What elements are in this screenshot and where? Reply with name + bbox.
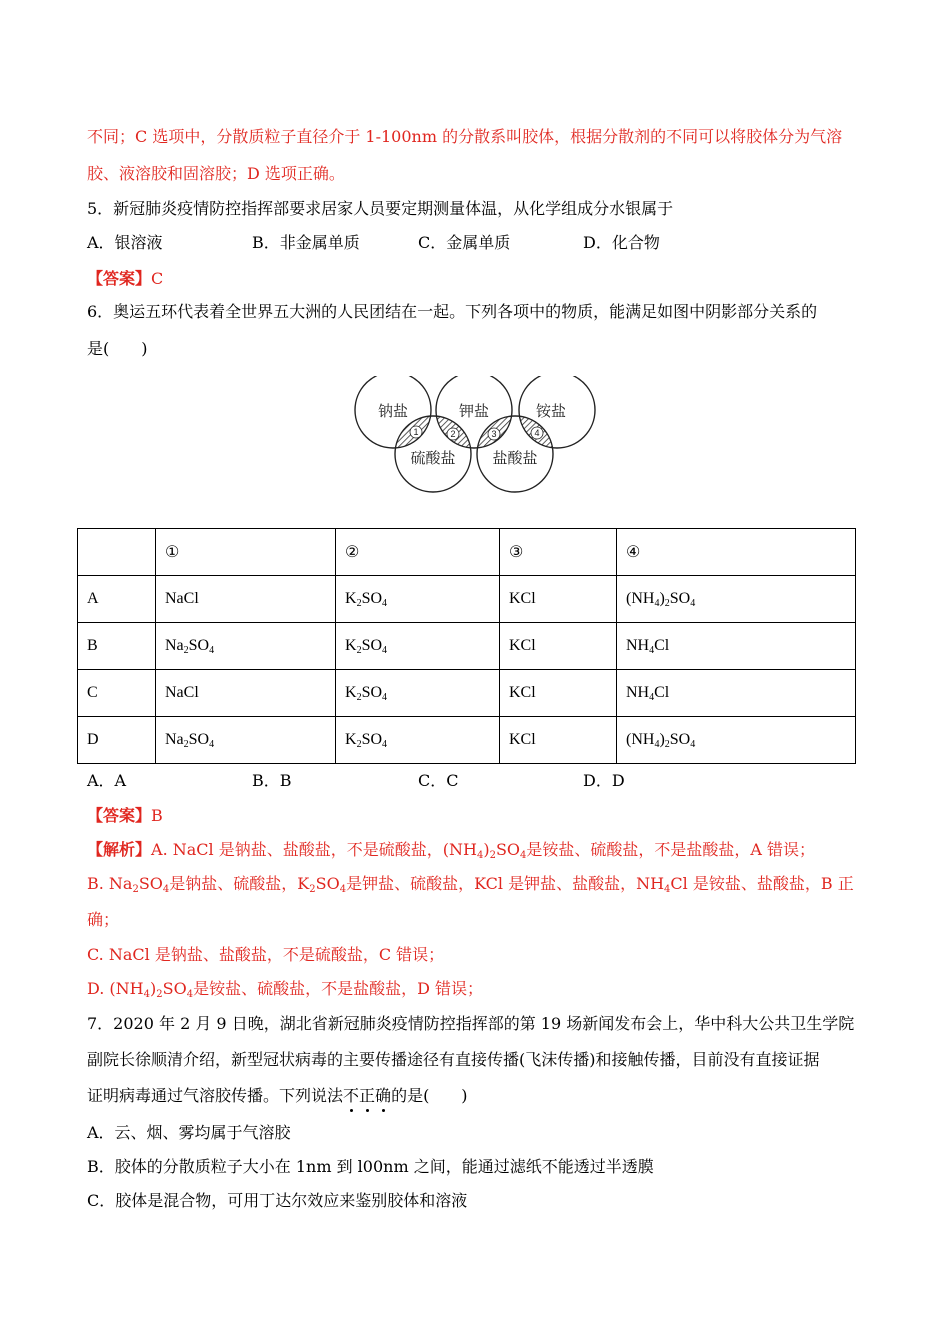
table-cell: $K_2SO_4$ [336,623,500,670]
table-header-cell: ② [336,529,500,576]
table-cell: $Na_2SO_4$ [156,717,336,764]
question-5-text: 5．新冠肺炎疫情防控指挥部要求居家人员要定期测量体温，从化学组成分水银属于 [87,199,674,218]
region-mark-3: 3 [491,429,497,439]
table-cell: NaCl [156,576,336,623]
table-header-cell: ③ [500,529,617,576]
q6-answer [87,805,163,827]
answer-label: 【答案】 [87,806,152,825]
table-cell: KCl [500,576,617,623]
question-7-line-3: 证明病毒通过气溶胶传播。下列说法不正确的是( ) [87,1086,468,1105]
table-row [78,670,856,717]
region-mark-1: 1 [413,427,419,437]
q7-option-a: A．云、烟、雾均属于气溶胶 [87,1123,291,1142]
q5-option-c: C．金属单质 [418,233,511,252]
table-cell: $(NH_4)_2SO_4$ [617,717,856,764]
table-cell: $Na_2SO_4$ [156,623,336,670]
row-label: C [78,670,156,717]
row-label: D [78,717,156,764]
label-chloride: 盐酸盐 [492,449,538,467]
label-sodium-salt: 钠盐 [377,402,409,420]
table-cell: $(NH_4)_2SO_4$ [617,576,856,623]
answer-value: B [151,806,163,825]
question-6-text-line-1: 6．奥运五环代表着全世界五大洲的人民团结在一起。下列各项中的物质，能满足如图中阴影部分关系的 [87,302,818,321]
analysis-continuation-line-1: 不同；C 选项中，分散质粒子直径介于 1-100nm 的分散系叫胶体，根据分散剂的不同可以将胶体分为气溶 [87,127,843,146]
analysis-continuation-line-2: 胶、液溶胶和固溶胶；D 选项正确。 [87,164,345,183]
label-ammonium-salt: 铵盐 [535,402,567,420]
q5-answer [87,268,163,290]
table-cell: KCl [500,670,617,717]
table-cell: $NH_4Cl$ [617,623,856,670]
table-header-cell: ④ [617,529,856,576]
table-row [78,717,856,764]
table-cell: KCl [500,717,617,764]
table-header-row [78,529,856,576]
table-header-cell: ① [156,529,336,576]
question-7-line-2: 副院长徐顺清介绍，新型冠状病毒的主要传播途径有直接传播(飞沫传播)和接触传播，目前没有直接证据 [87,1050,820,1069]
question-7-line-1: 7．2020 年 2 月 9 日晚，湖北省新冠肺炎疫情防控指挥部的第 19 场新闻发布会上，华中科大公共卫生学院 [87,1014,855,1033]
analysis-label: 【解析】 [87,840,152,859]
q6-option-d: D．D [583,771,625,790]
analysis-line-d: D. $(NH_4)_2SO_4$是铵盐、硫酸盐，不是盐酸盐，D 错误； [87,979,483,1000]
table-cell: NaCl [156,670,336,717]
table-row [78,623,856,670]
answer-value: C [151,269,164,288]
q6-option-b: B．B [252,771,292,790]
analysis-line-b-cont: 确； [87,910,120,929]
question-6-text-line-2: 是( ) [87,339,148,358]
q5-option-d: D．化合物 [583,233,660,252]
table-cell: KCl [500,623,617,670]
analysis-line-b: B. $Na_2SO_4$是钠盐、硫酸盐，$K_2SO_4$是钾盐、硫酸盐，KCl 是钾盐、盐酸盐，$NH_4Cl$ 是铵盐、盐酸盐，B 正 [87,874,854,895]
answer-label: 【答案】 [87,269,152,288]
table-cell: $NH_4Cl$ [617,670,856,717]
table-cell: $K_2SO_4$ [336,670,500,717]
label-sulfate: 硫酸盐 [410,449,456,467]
emphasis-char: 不 [343,1086,360,1105]
q5-option-a: A．银溶液 [87,233,163,252]
row-label: B [78,623,156,670]
analysis-line-a: 【解析】A. NaCl 是钠盐、盐酸盐，不是硫酸盐，$(NH_4)_2SO_4$是铵盐、硫酸盐，不是盐酸盐，A 错误； [87,840,816,861]
emphasis-char: 确 [375,1086,392,1105]
q6-option-c: C．C [418,771,459,790]
salt-rings-diagram [350,376,602,494]
row-label: A [78,576,156,623]
q6-option-a: A．A [87,771,127,790]
region-mark-2: 2 [450,429,456,439]
q7-option-c: C．胶体是混合物，可用丁达尔效应来鉴别胶体和溶液 [87,1191,468,1210]
analysis-line-c: C. NaCl 是钠盐、盐酸盐，不是硫酸盐，C 错误； [87,945,445,964]
label-potassium-salt: 钾盐 [458,402,490,420]
table-row [78,576,856,623]
emphasis-char: 正 [359,1086,376,1105]
table-header-cell [78,529,156,576]
q7-option-b: B．胶体的分散质粒子大小在 1nm 到 l00nm 之间，能通过滤纸不能透过半透膜 [87,1157,654,1176]
q5-option-b: B．非金属单质 [252,233,360,252]
salt-options-table [77,528,856,764]
table-cell: $K_2SO_4$ [336,576,500,623]
region-mark-4: 4 [534,428,540,438]
table-cell: $K_2SO_4$ [336,717,500,764]
